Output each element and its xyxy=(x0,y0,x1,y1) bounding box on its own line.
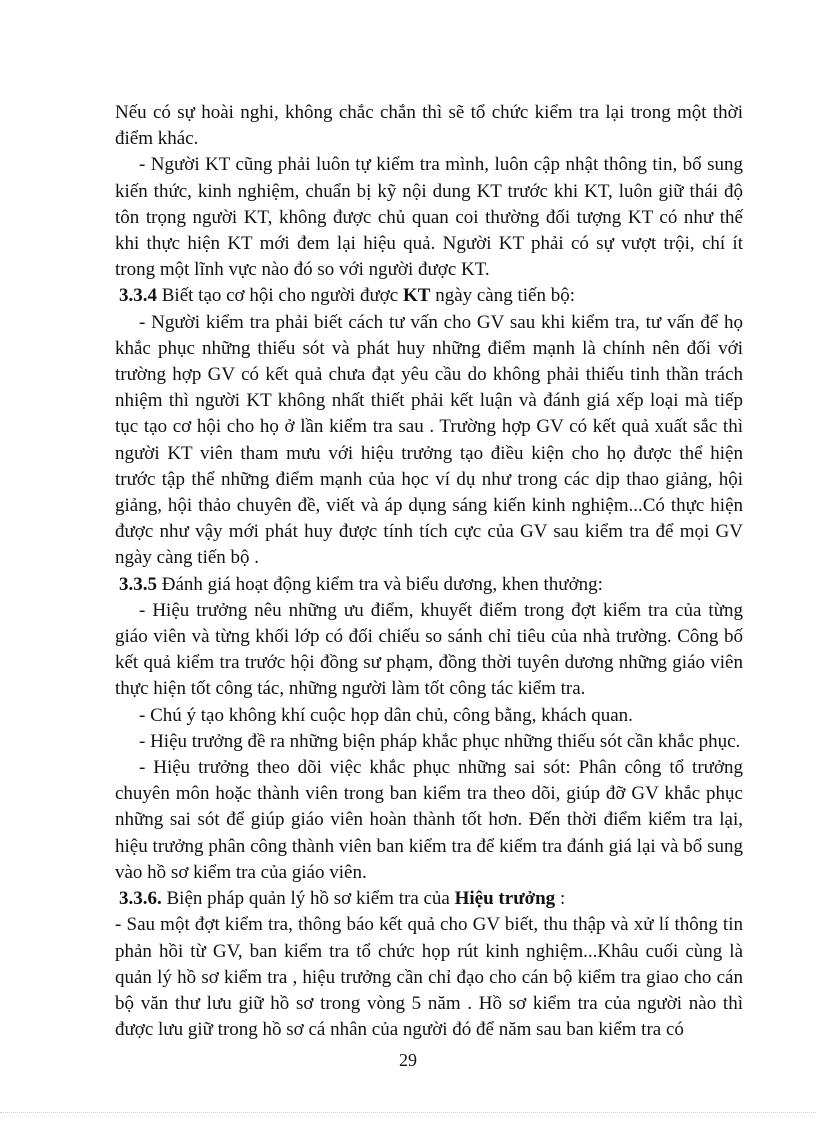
footer-divider xyxy=(0,1112,816,1113)
heading-bold-text: Hiệu trưởng xyxy=(454,888,556,910)
section-number: 3.3.6. xyxy=(119,888,162,910)
page-number: 29 xyxy=(399,1050,417,1070)
heading-text-end: ngày càng tiến bộ: xyxy=(430,285,576,307)
section-number: 3.3.4 xyxy=(119,285,157,307)
section-number: 3.3.5 xyxy=(119,573,157,595)
paragraph-remedial-measures: - Hiệu trưởng đề ra những biện pháp khắc phục những thiếu sót cần khắc phục. xyxy=(139,730,741,752)
paragraph-democratic-meeting: - Chú ý tạo không khí cuộc họp dân chủ, công bằng, khách quan. xyxy=(139,704,633,726)
paragraph-advise-teachers: - Người kiểm tra phải biết cách tư vấn cho GV sau khi kiểm tra, tư vấn để họ khắc phục những thiếu sót và phát huy những điểm mạnh là chính nên đối với trường hợp GV có kết quả chưa đạt yêu cầu do không phải thiếu tinh thần trách nhiệm thì người KT không nhất thiết phải kết luận và đánh giá xếp loại mà tiếp tục tạo cơ hội cho họ ở lần kiểm tra sau . Trường hợp GV có kết quả xuất sắc thì người KT viên tham mưu với hiệu trưởng tạo điều kiện cho họ được thể hiện trước tập thể những điểm mạnh của học ví dụ như trong các dịp thao giảng, hội giảng, hội thảo chuyên đề, viết và áp dụng sáng kiến kinh nghiệm...Có thực hiện được như vậy mới phát huy được tính tích cực của GV sau kiểm tra để mọi GV ngày càng tiến bộ . xyxy=(115,311,743,569)
heading-text: Biết tạo cơ hội cho người được xyxy=(157,285,403,307)
section-heading-3-3-4 xyxy=(115,283,743,309)
paragraph-principal-review: - Hiệu trưởng nêu những ưu điểm, khuyết điểm trong đợt kiểm tra của từng giáo viên và từng khối lớp có đối chiếu so sánh chỉ tiêu của nhà trường. Công bố kết quả kiểm tra trước hội đồng sư phạm, đồng thời tuyên dương những giáo viên thực hiện tốt công tác, những người làm tốt công tác kiểm tra. xyxy=(115,599,743,700)
paragraph-follow-up: - Hiệu trưởng theo dõi việc khắc phục những sai sót: Phân công tổ trưởng chuyên môn hoặc thành viên trong ban kiểm tra theo dõi, giúp đỡ GV khắc phục những sai sót để giúp giáo viên hoàn thành tốt hơn. Đến thời điểm kiểm tra lại, hiệu trưởng phân công thành viên ban kiểm tra để kiểm tra đánh giá lại và bổ sung vào hồ sơ kiểm tra của giáo viên. xyxy=(115,757,743,883)
heading-text: Biện pháp quản lý hồ sơ kiểm tra của xyxy=(161,888,455,910)
paragraph-inspector-self-check: - Người KT cũng phải luôn tự kiểm tra mình, luôn cập nhật thông tin, bổ sung kiến thức, kinh nghiệm, chuẩn bị kỹ nội dung KT trước khi KT, luôn giữ thái độ tôn trọng người KT, không được chủ quan coi thường đối tượng KT có như thế khi thực hiện KT mới đem lại hiệu quả. Người KT phải có sự vượt trội, chí ít trong một lĩnh vực nào đó so với người được KT. xyxy=(115,154,743,281)
paragraph-continuation: Nếu có sự hoài nghi, không chắc chắn thì sẽ tổ chức kiểm tra lại trong một thời điểm khác. xyxy=(115,102,743,150)
heading-text: Đánh giá hoạt động kiểm tra và biểu dương, khen thưởng: xyxy=(157,573,603,595)
heading-bold-text: KT xyxy=(402,285,431,307)
body-text xyxy=(115,100,743,1043)
paragraph-record-management: - Sau một đợt kiểm tra, thông báo kết quả cho GV biết, thu thập và xử lí thông tin phản hồi từ GV, ban kiểm tra tổ chức họp rút kinh nghiệm...Khâu cuối cùng là quản lý hồ sơ kiểm tra , hiệu trưởng cần chỉ đạo cho cán bộ kiểm tra giao cho cán bộ văn thư lưu giữ hồ sơ trong vòng 5 năm . Hồ sơ kiểm tra của người nào thì được lưu giữ trong hồ sơ cá nhân của người đó để năm sau ban kiểm tra có xyxy=(115,914,743,1041)
heading-text-end: : xyxy=(555,888,566,910)
section-heading-3-3-5 xyxy=(115,572,743,598)
section-heading-3-3-6 xyxy=(115,886,743,912)
